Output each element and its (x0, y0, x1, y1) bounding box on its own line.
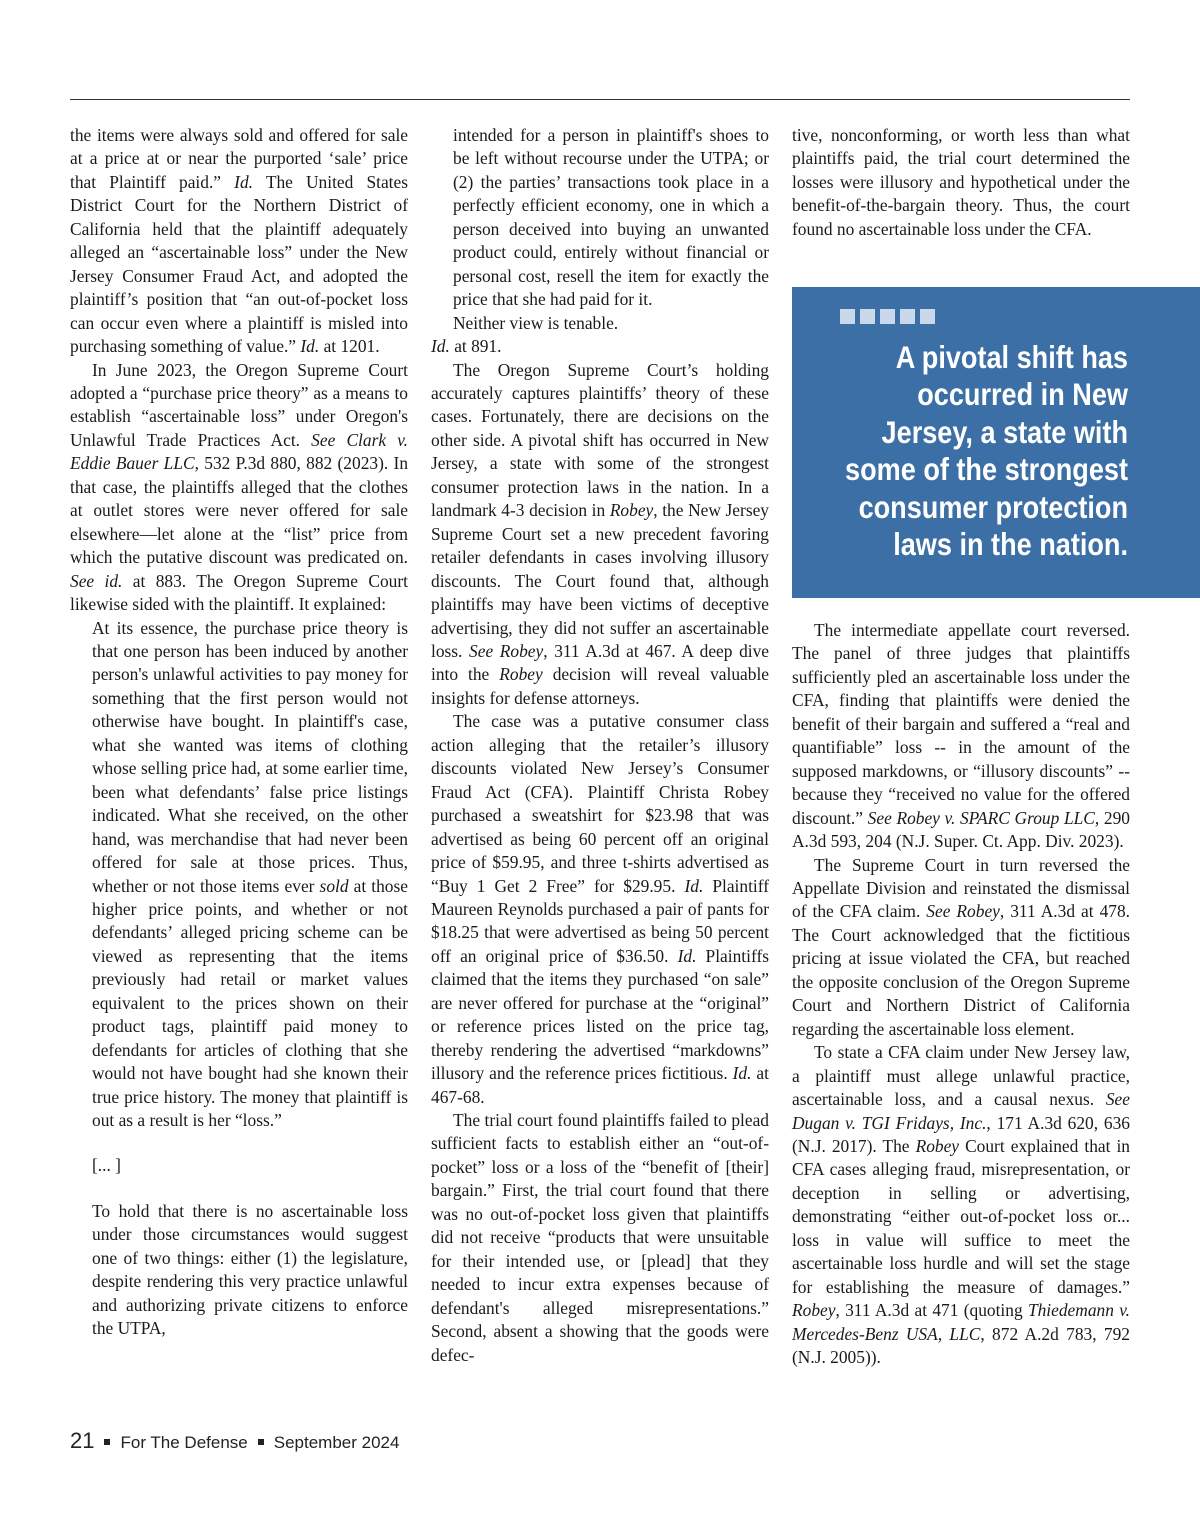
paragraph: The Oregon Supreme Court’s holding accurately captures plaintiffs’ theory of these cases. Fortunately, there are decisions on the other side. A pivotal shift has occurred in New Jersey, a state with some of the strongest consumer protection laws in the nation. In a landmark 4-3 decision in Robey, the New Jersey Supreme Court set a new precedent favoring retailer defendants in cases involving illusory discounts. The Court found that, although plaintiffs may have been victims of deceptive advertising, they did not suffer an ascertainable loss. See Robey, 311 A.3d at 467. A deep dive into the Robey decision will reveal valuable insights for defense attorneys. (431, 359, 770, 708)
footer-separator-icon (258, 1439, 264, 1445)
column-3-top (792, 124, 1130, 241)
paragraph: The case was a putative consumer class action alleging that the retailer’s illusory discounts violated New Jersey’s Consumer Fraud Act (CFA). Plaintiff Christa Robey purchased a sweatshirt for $23.98 that was advertised as being 60 percent off an original price of $59.95, and three t-shirts advertised as “Buy 1 Get 2 Free” for $29.95. Id. Plaintiff Maureen Reynolds purchased a pair of pants for $18.25 that were advertised as being 50 percent off an original price of $36.50. Id. Plaintiffs claimed that the items they purchased “on sale” are never offered for purchase at the “original” or reference prices listed on the price tag, thereby rendering the advertised “markdowns” illusory and the reference prices fictitious. Id. at 467-68. (431, 711, 770, 1107)
footer-separator-icon (104, 1439, 110, 1445)
page-number: 21 (70, 1428, 95, 1453)
column-2 (431, 124, 769, 1367)
page-footer (70, 1428, 399, 1454)
paragraph: the items were always sold and offered for sale at a price at or near the purported ‘sale’ price that Plaintiff paid.” Id. The United States District Court for the Northern District of California held that the plaintiff adequately alleged an “ascertainable loss” under the New Jersey Consumer Fraud Act, and adopted the plaintiff’s position that “an out-of-pocket loss can occur even where a plaintiff is misled into purchasing something of value.” Id. at 1201. (70, 125, 409, 357)
publication-name: For The Defense (120, 1433, 248, 1452)
pull-quote-squares-icon (840, 309, 935, 324)
paragraph: At its essence, the purchase price theory is that one person has been induced by another person's unlawful activities to pay money for something that the first person would not otherwise have bought. In plaintiff's case, what she wanted was items of clothing whose selling price had, at some earlier time, been what defendants’ false price listings indicated. What she received, on the other hand, was merchandise that had never been offered for sale at those prices. Thus, whether or not those items ever sold at those higher price points, and whether or not defendants’ alleged pricing scheme can be viewed as representing that the items previously had retail or market values equivalent to the prices shown on their product tags, plaintiff paid money to defendants for articles of clothing that she would not have bought had she known their true price history. The money that plaintiff is out as a result is her “loss.” (92, 617, 408, 1131)
paragraph: The Supreme Court in turn reversed the Appellate Division and reinstated the dismissal of the CFA claim. See Robey, 311 A.3d at 478. The Court acknowledged that the fictitious pricing at issue violated the CFA, but reached the opposite conclusion of the Oregon Supreme Court and Northern District of California regarding the ascertainable loss element. (792, 854, 1131, 1039)
paragraph: The intermediate appellate court reversed. The panel of three judges that plaintiffs sufficiently pled an ascertainable loss under the CFA, finding that plaintiffs were denied the benefit of their bargain and suffered a “real and quantifiable” loss -- in the amount of the supposed markdowns, or “illusory discounts” -- because they “received no value for the offered discount.” See Robey v. SPARC Group LLC, 290 A.3d 593, 204 (N.J. Super. Ct. App. Div. 2023). (792, 620, 1130, 852)
pull-quote-text: A pivotal shift has occurred in New Jersey, a state with some of the strongest consumer protection laws in the nation. (845, 339, 1128, 563)
paragraph: The trial court found plaintiffs failed to plead sufficient facts to establish either an “out-of-pocket” loss or a loss of the “benefit of [their] bargain.” First, the trial court found that there was no out-of-pocket loss given that plaintiffs did not receive “products that were unsuitable for their intended use, or [plead] that they needed to incur extra expenses because of defendant's alleged misrepresentations.” Second, absent a showing that the goods were defec- (431, 1110, 769, 1365)
pull-quote-box (792, 287, 1200, 598)
column-3-bottom (792, 619, 1130, 1370)
paragraph: In June 2023, the Oregon Supreme Court adopted a “purchase price theory” as a means to establish “ascertainable loss” under Oregon's Unlawful Trade Practices Act. See Clark v. Eddie Bauer LLC, 532 P.3d 880, 882 (2023). In that case, the plaintiffs alleged that the clothes at outlet stores were never offered for sale elsewhere—let alone at the “list” price from which the putative discount was predicated on. See id. at 883. The Oregon Supreme Court likewise sided with the plaintiff. It explained: (70, 359, 409, 615)
paragraph: intended for a person in plaintiff's shoes to be left without recourse under the UTPA; or (2) the parties’ transactions took place in a perfectly efficient economy, one in which a person deceived into buying an unwanted product could, entirely without financial or personal cost, resell the item for exactly the price that she had paid for it. (453, 125, 769, 310)
paragraph: tive, nonconforming, or worth less than what plaintiffs paid, the trial court determined the losses were illusory and hypothetical under the benefit-of-the-bargain theory. Thus, the court found no ascertainable loss under the CFA. (792, 125, 1130, 239)
column-1 (70, 124, 408, 1341)
issue-date: September 2024 (273, 1433, 400, 1452)
paragraph: To hold that there is no ascertainable loss under those circumstances would suggest one of two things: either (1) the legislature, despite rendering this very practice unlawful and authorizing private citizens to enforce the UTPA, (92, 1200, 408, 1339)
paragraph: [... ] (92, 1155, 121, 1176)
top-rule (70, 99, 1130, 100)
paragraph: To state a CFA claim under New Jersey law, a plaintiff must allege unlawful practice, ascertainable loss, and a causal nexus. See Dugan v. TGI Fridays, Inc., 171 A.3d 620, 636 (N.J. 2017). The Robey Court explained that in CFA cases alleging fraud, misrepresentation, or deception in selling or advertising, demonstrating “either out-of-pocket loss or... loss in value will suffice to meet the ascertainable loss hurdle and will set the stage for establishing the measure of damages.” Robey, 311 A.3d at 471 (quoting Thiedemann v. Mercedes-Benz USA, LLC, 872 A.2d 783, 792 (N.J. 2005)). (792, 1042, 1130, 1368)
paragraph: Id. at 891. (431, 336, 502, 357)
paragraph: Neither view is tenable. (453, 312, 619, 333)
